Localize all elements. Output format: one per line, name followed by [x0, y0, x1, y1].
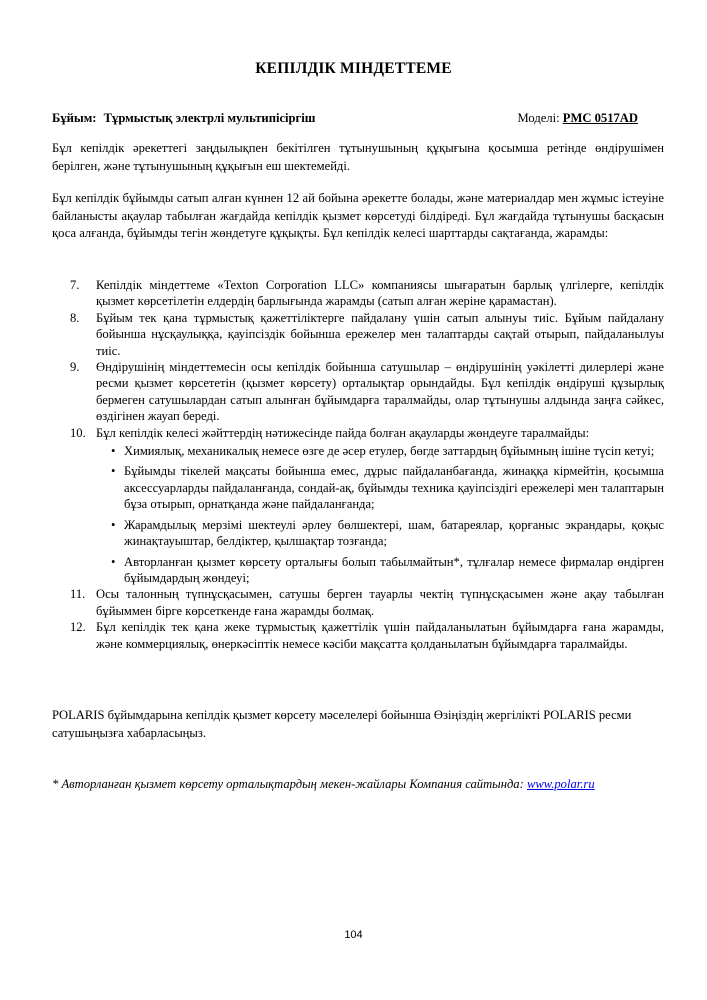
list-item	[52, 277, 664, 310]
item-text: Бұл кепілдік тек қана жеке тұрмыстық қажеттілік үшін пайдаланылатын бұйымдарға ғана жарамды, және коммерциялық, өнеркәсіптік немесе кәсіби мақсатта қолданылатын бұйымдарға таралмайды.	[96, 620, 664, 651]
bullet-item	[96, 443, 664, 459]
item-number: 11.	[70, 587, 86, 602]
item-number: 10.	[70, 425, 86, 440]
bullet-text: Бұйымды тікелей мақсаты бойынша емес, дұрыс пайдаланбағанда, жинаққа кірмейтін, қосымша аксессуарларды пайдаланғанда, сондай-ақ, бұйымды техника қауіпсіздігі ережелері мен талаптарын бұза отырып, орнатқанда және пайдаланғанда;	[124, 464, 664, 512]
bullet-text: Авторланған қызмет көрсету орталығы болып табылмайтын*, тұлғалар немесе фирмалар өндірген бұйымдардың жөндеуі;	[124, 554, 664, 585]
item-number: 7.	[70, 278, 80, 292]
bullet-icon: •	[111, 444, 116, 459]
item-text: Осы талонның түпнұсқасымен, сатушы берген тауарлы чектің түпнұсқасымен және ақау табылған бұйыммен бірге көрсеткенде ғана жарамды болмақ.	[96, 587, 664, 618]
product-name: Тұрмыстық электрлі мультипісіргіш	[103, 111, 316, 125]
bullet-text: Химиялық, механикалық немесе өзге де әсер етулер, бөгде заттардың бұйымның ішіне түсіп кетуі;	[124, 444, 655, 459]
bullet-icon: •	[111, 464, 116, 479]
item-number: 12.	[70, 620, 86, 635]
list-item	[52, 425, 664, 587]
page-number: 104	[344, 929, 363, 941]
validity-paragraph: Бұл кепілдік бұйымды сатып алған күннен 12 ай бойына әрекетте болады, және материалдар мен жұмыс істеуіне байланысты ақаулар табылған жағдайда кепілдік қызмет көрсетуді білдіреді. Бұл жағдайда тұтынушы басқасын қоса алғанда, бұйымды тегін жөндетуге құқықты. Бұл кепілдік келесі шарттарды сақтағанда, жарамды:	[52, 191, 664, 241]
bullet-icon: •	[111, 517, 116, 532]
exclusions-list	[96, 443, 664, 586]
contact-paragraph: POLARIS бұйымдарына кепілдік қызмет көрсету мәселелері бойынша Өзіңіздің жергілікті POLARIS ресми сатушыңызға хабарласыңыз.	[52, 708, 632, 740]
footnote	[52, 777, 672, 792]
footnote-text: * Авторланған қызмет көрсету орталықтардың мекен-жайлары Компания сайтында:	[52, 777, 524, 791]
list-item	[52, 359, 664, 425]
conditions-list	[52, 277, 664, 652]
item-text: Бұл кепілдік келесі жәйттердің нәтижесінде пайда болған ақауларды жөндеуге таралмайды:	[96, 425, 590, 440]
item-text: Кепілдік міндеттеме «Texton Corporation LLC» компаниясы шығаратын барлық үлгілерге, кепілдік қызмет көрсетілетін елдердің барлығында жарамды (сатып алған жеріне қарамастан).	[96, 278, 664, 309]
product-line	[52, 111, 638, 126]
model-info	[518, 111, 638, 126]
model-label: Моделі:	[517, 111, 560, 125]
list-item	[52, 619, 664, 652]
website-link[interactable]: www.polar.ru	[526, 777, 595, 791]
bullet-icon: •	[111, 554, 116, 569]
list-item	[52, 310, 664, 359]
item-text: Бұйым тек қана тұрмыстық қажеттіліктерге пайдалану үшін сатып алынуы тиіс. Бұйым пайдалану бойынша нұсқаулыққа, қауіпсіздік бойынша ережелер мен талаптарды сақтай отырып, пайдаланылуы тиіс.	[96, 310, 664, 358]
item-number: 9.	[70, 360, 80, 375]
bullet-item	[96, 554, 664, 587]
item-text: Өндірушінің міндеттемесін осы кепілдік бойынша сатушылар – өндірушінің уәкілетті дилерлері және ресми қызмет көрсететін (қызмет көрсету) орталықтар орындайды. Бұл кепілдік өндіруші құзырлық бермеген сатушылардан сатып алынған бұйымдарға таралмайды, олар тұтынушы алдында заңға сәйкес, өздігінен жауап береді.	[96, 360, 664, 424]
model-value: PMC 0517AD	[562, 111, 638, 125]
product-label: Бұйым:	[52, 111, 97, 125]
page-title: КЕПІЛДІК МІНДЕТТЕМЕ	[255, 60, 452, 77]
bullet-item	[96, 517, 664, 550]
bullet-text: Жарамдылық мерзімі шектеулі әрлеу бөлшектері, шам, батареялар, қорғаныс экрандары, қоқыс жинақтауыштар, белдіктер, қылшақтар тозғанда;	[124, 517, 664, 549]
bullet-item	[96, 463, 664, 512]
list-item	[52, 586, 664, 619]
item-number: 8.	[70, 310, 80, 325]
intro-paragraph: Бұл кепілдік әрекеттегі заңдылықпен бекітілген тұтынушының құқығына қосымша ретінде өндірушімен берілген, және тұтынушының құқығын еш шектемейді.	[52, 141, 664, 173]
